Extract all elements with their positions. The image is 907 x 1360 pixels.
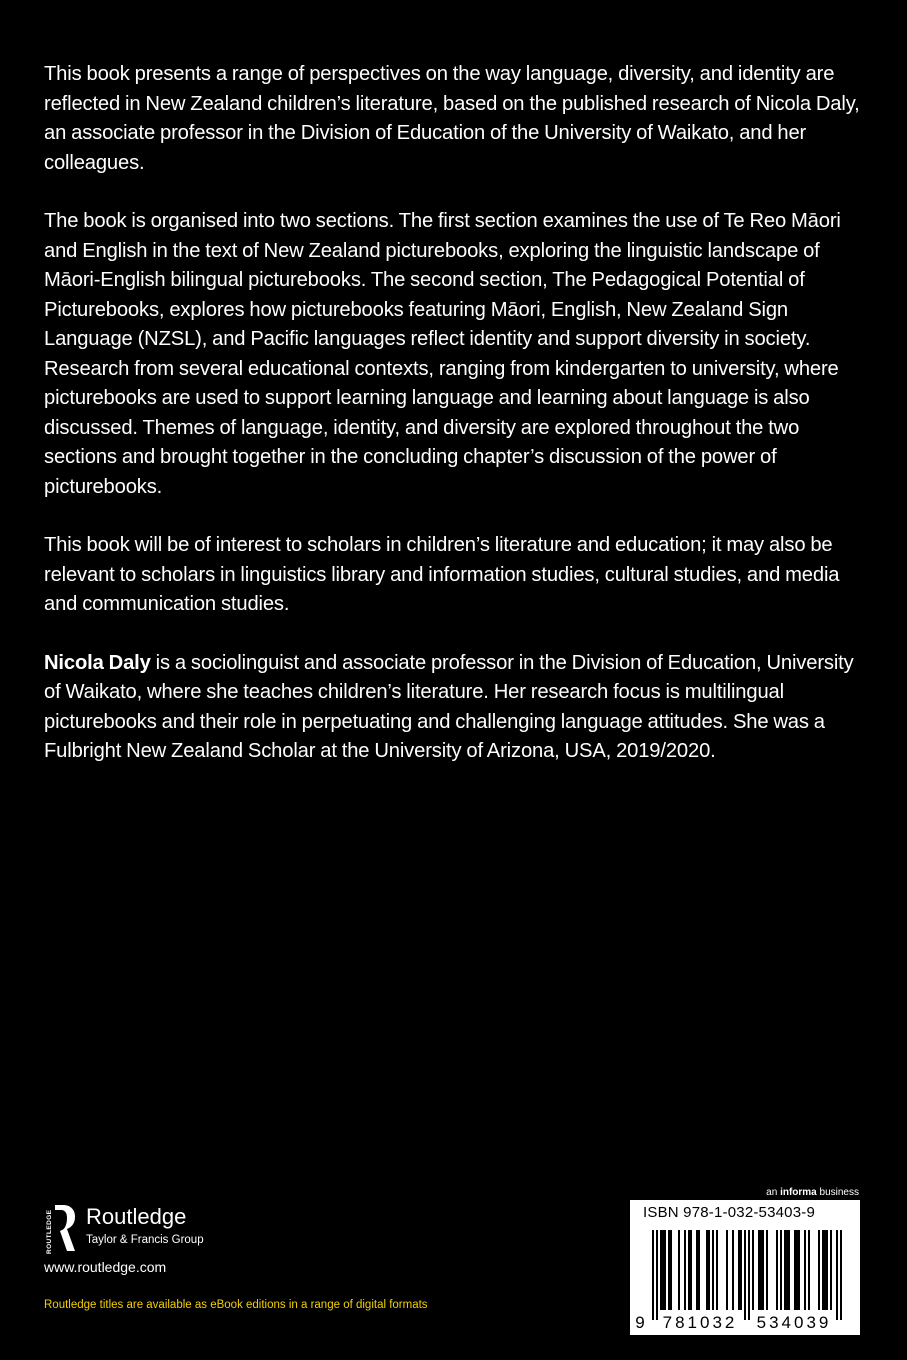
barcode-bar — [748, 1230, 750, 1320]
blurb-paragraph-2: The book is organised into two sections. The first section examines the use of Te Reo Māori and English in the text of New Zealand picturebooks, exploring the linguistic landscape of Māori-English bilingual picturebooks. The second section, The Pedagogical Potential of Picturebooks, explores how picturebooks featuring Māori, English, New Zealand Sign Language (NZSL), and Pacific languages reflect identity and support diversity in society. Research from several educational contexts, ranging from kindergarten to university, where picturebooks are used to support learning language and learning about language is also discussed. Themes of language, identity, and diversity are explored throughout the two sections and brought together in the concluding chapter’s discussion of the power of picturebooks. — [44, 210, 841, 498]
routledge-r-logo-icon — [44, 1202, 76, 1254]
barcode-bar — [698, 1230, 700, 1310]
author-bio-text: is a sociolinguist and associate professor in the Division of Education, University of Waikato, where she teaches children’s literature. Her research focus is multilingual picturebooks and their role in perpetuating and challenging language attitudes. She was a Fulbright New Zealand Scholar at the University of Arizona, USA, 2019/2020. — [44, 651, 854, 762]
barcode-bar — [652, 1230, 654, 1320]
barcode-bar — [788, 1230, 790, 1310]
barcode-bar — [786, 1230, 788, 1310]
blurb-paragraph-3: This book will be of interest to scholars in children’s literature and education; it may also be relevant to scholars in linguistics library and information studies, cultural studies, and media and communication studies. — [44, 534, 840, 615]
ean13-barcode — [634, 1228, 856, 1332]
barcode-bar — [696, 1230, 698, 1310]
barcode-bar — [804, 1230, 806, 1310]
barcode-bar — [688, 1230, 690, 1310]
publisher-logo — [44, 1202, 344, 1262]
barcode-bar — [798, 1230, 800, 1310]
barcode-bar — [744, 1230, 746, 1320]
barcode-bar — [824, 1230, 826, 1310]
barcode-bar — [708, 1230, 710, 1310]
barcode-bar — [662, 1230, 664, 1310]
barcode-digits: 9 — [635, 1313, 645, 1332]
barcode-digits: 534039 — [756, 1313, 832, 1332]
barcode-bar — [796, 1230, 798, 1310]
barcode-bar — [784, 1230, 786, 1310]
barcode-bar — [836, 1230, 838, 1320]
barcode-bar — [656, 1230, 658, 1320]
barcode-bar — [822, 1230, 824, 1310]
informa-business-tag: an informa business — [766, 1187, 859, 1198]
barcode-digits: 781032 — [662, 1313, 738, 1332]
blurb-paragraph-1: This book presents a range of perspectives on the way language, diversity, and identity are reflected in New Zealand children’s literature, based on the published research of Nicola Daly, an associate professor in the Division of Education of the University of Waikato, and her colleagues. — [44, 63, 860, 174]
barcode-bar — [678, 1230, 680, 1310]
barcode-bar — [706, 1230, 708, 1310]
barcode-bar — [826, 1230, 828, 1310]
barcode-bar — [726, 1230, 728, 1310]
barcode-bar — [660, 1230, 662, 1310]
isbn-barcode-panel — [630, 1200, 860, 1335]
barcode-bar — [668, 1230, 670, 1310]
publisher-group: Taylor & Francis Group — [86, 1234, 204, 1246]
barcode-bar — [766, 1230, 768, 1310]
barcode-bar — [758, 1230, 760, 1310]
barcode-bar — [808, 1230, 810, 1310]
ebook-availability-note: Routledge titles are available as eBook editions in a range of digital formats — [44, 1299, 428, 1311]
barcode-bar — [664, 1230, 666, 1310]
author-bio — [44, 649, 874, 767]
barcode-bar — [840, 1230, 842, 1320]
logo-vertical-text: ROUTLEDGE — [46, 1209, 53, 1254]
barcode-bar — [762, 1230, 764, 1310]
publisher-name: Routledge — [86, 1204, 187, 1229]
barcode-bar — [752, 1230, 754, 1310]
barcode-bar — [818, 1230, 820, 1310]
barcode-bar — [712, 1230, 714, 1310]
author-name: Nicola Daly — [44, 651, 151, 674]
barcode-bar — [830, 1230, 832, 1310]
barcode-bar — [684, 1230, 686, 1310]
barcode-bar — [670, 1230, 672, 1310]
informa-brand: informa — [780, 1187, 817, 1198]
isbn-label: ISBN 978-1-032-53403-9 — [643, 1204, 816, 1221]
publisher-website-link[interactable]: www.routledge.com — [44, 1259, 167, 1275]
back-cover-blurb — [44, 60, 874, 796]
barcode-bar — [738, 1230, 740, 1310]
barcode-bar — [776, 1230, 778, 1310]
barcode-bar — [732, 1230, 734, 1310]
barcode-bar — [780, 1230, 782, 1310]
barcode-bar — [740, 1230, 742, 1310]
barcode-bar — [794, 1230, 796, 1310]
barcode-bar — [716, 1230, 718, 1310]
barcode-bar — [690, 1230, 692, 1310]
barcode-bar — [760, 1230, 762, 1310]
